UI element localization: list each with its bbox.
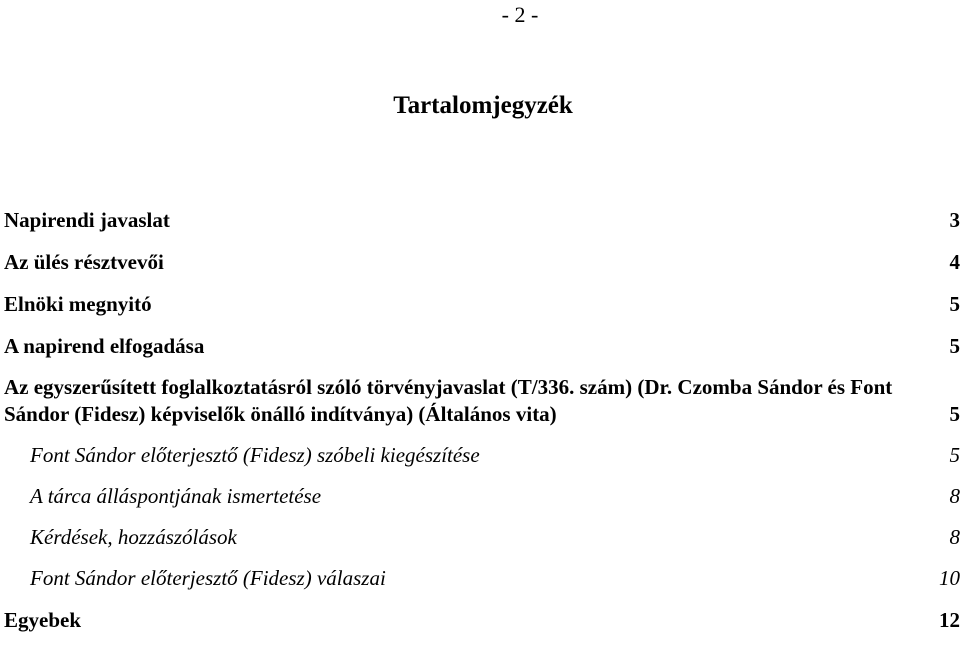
toc-entry-page: 10 (939, 566, 960, 590)
toc-entry-tarca-allaspont[interactable] (4, 482, 960, 510)
toc-entry-resztvevok[interactable] (4, 248, 960, 276)
page-number: - 2 - (501, 2, 539, 27)
toc-entry-text: Az ülés résztvevői (4, 250, 164, 274)
toc-entry-text: Kérdések, hozzászólások (30, 525, 237, 549)
toc-entry-napirend-elfogadasa[interactable] (4, 332, 960, 360)
toc-entry-napirendi-javaslat[interactable] (4, 206, 960, 234)
toc-entry-page: 8 (949, 484, 960, 508)
toc-entry-szobeli-kiegeszites[interactable] (4, 441, 960, 469)
toc-entry-text: Font Sándor előterjesztő (Fidesz) válaszai (30, 566, 386, 590)
toc-entry-page: 3 (949, 208, 960, 232)
toc-entry-page: 4 (949, 250, 960, 274)
toc-entry-page: 5 (949, 334, 960, 358)
toc-entry-valaszok[interactable] (4, 564, 960, 592)
toc-title: Tartalomjegyzék (393, 92, 573, 119)
toc-entry-page: 8 (949, 525, 960, 549)
toc-entry-text: A tárca álláspontjának ismertetése (30, 484, 322, 508)
toc-entry-text: Elnöki megnyitó (4, 292, 152, 316)
toc-entry-page: 5 (949, 292, 960, 316)
toc-entry-text: A napirend elfogadása (4, 334, 205, 358)
toc-entry-egyebek[interactable] (4, 606, 960, 634)
toc-entry-kerdesek[interactable] (4, 523, 960, 551)
toc-list (4, 206, 960, 634)
toc-entry-text: Napirendi javaslat (4, 208, 170, 232)
toc-entry-elnoki-megnyito[interactable] (4, 290, 960, 318)
toc-entry-text: Az egyszerűsített foglalkoztatásról szóló törvényjavaslat (T/336. szám) (Dr. Czomba Sándor és Font Sándor (Fidesz) képviselők önálló indítványa) (Általános vita) (4, 375, 893, 426)
toc-entry-text: Font Sándor előterjesztő (Fidesz) szóbeli kiegészítése (30, 443, 480, 467)
toc-entry-torvenyjavaslat[interactable] (4, 374, 960, 428)
toc-entry-text: Egyebek (4, 608, 82, 632)
toc-entry-page: 5 (949, 443, 960, 467)
toc-entry-page: 12 (939, 608, 960, 632)
toc-entry-page: 5 (949, 402, 960, 426)
